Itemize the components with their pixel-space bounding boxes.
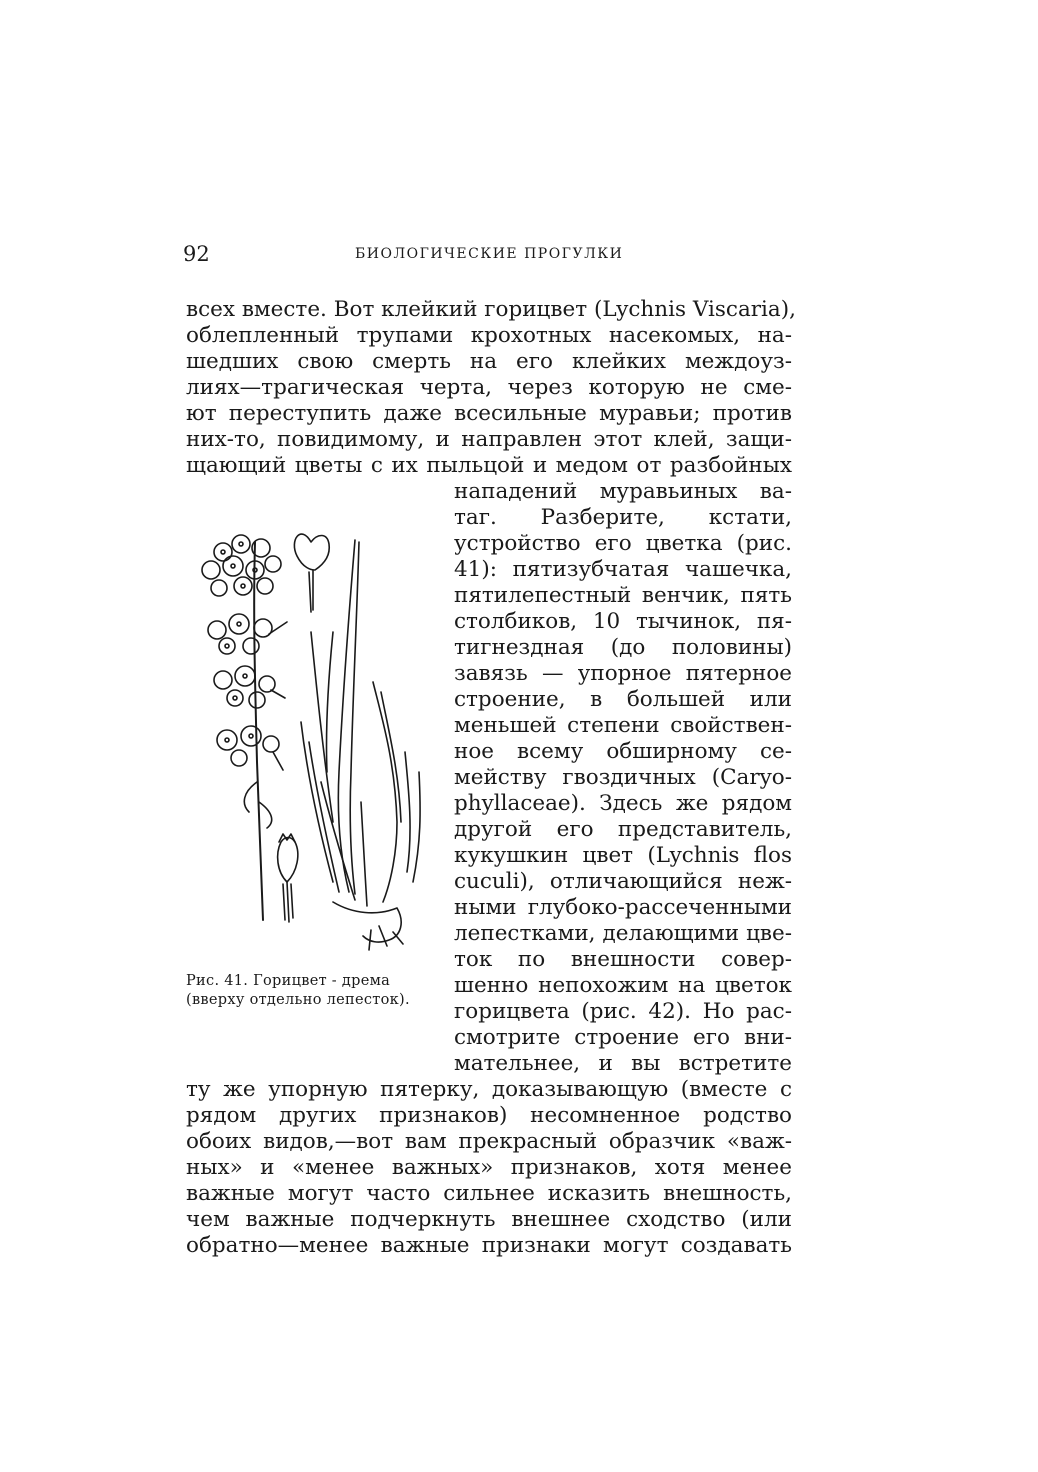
text-line: устройство его цветка (рис. <box>454 531 792 556</box>
figure-caption: Рис. 41. Горицвет - дрема <box>186 973 391 989</box>
text-line: ток по внешности совер- <box>454 947 792 972</box>
text-line: лепестками, делающими цве- <box>454 921 792 946</box>
text-line: мательнее, и вы встретите <box>454 1051 792 1076</box>
text-line: щающий цветы с их пыльцой и медом от разбойных <box>186 453 792 478</box>
text-line: phyllaceae). Здесь же рядом <box>454 791 792 816</box>
text-line: 41): пятизубчатая чашечка, <box>454 557 792 582</box>
text-line: шедших свою смерть на его клейких междоуз- <box>186 349 792 374</box>
text-line: завязь — упорное пятерное <box>454 661 792 686</box>
page-number: 92 <box>183 242 210 266</box>
page-header <box>183 242 793 270</box>
text-line: ту же упорную пятерку, доказывающую (вместе с <box>186 1077 792 1102</box>
text-line: cuculi), отличающийся неж- <box>454 869 792 894</box>
text-line: кукушкин цвет (Lychnis flos <box>454 843 792 868</box>
text-line: смотрите строение его вни- <box>454 1025 792 1050</box>
text-line: таг. Разберите, кстати, <box>454 505 792 530</box>
figure-caption-subtitle: (вверху отдельно лепесток). <box>186 992 410 1008</box>
running-title: БИОЛОГИЧЕСКИЕ ПРОГУЛКИ <box>355 246 624 262</box>
flower-cluster-4 <box>217 726 283 770</box>
text-line: них-то, повидимому, и направлен этот клей, защи- <box>186 427 792 452</box>
text-line: важные могут часто сильнее исказить внешность, <box>186 1181 792 1206</box>
basal-rosette <box>301 682 420 950</box>
text-line: чем важные подчеркнуть внешнее сходство (или <box>186 1207 792 1232</box>
text-line: всех вместе. Вот клейкий горицвет (Lychnis Viscaria), <box>186 297 796 322</box>
text-line: столбиков, 10 тычинок, пя- <box>454 609 792 634</box>
text-line: ных» и «менее важных» признаков, хотя менее <box>186 1155 792 1180</box>
text-line: тигнездная (до половины) <box>454 635 792 660</box>
text-line: шенно непохожим на цветок <box>454 973 792 998</box>
seed-capsule <box>278 834 298 922</box>
petal-detail <box>294 534 329 612</box>
text-line: нападений муравьиных ва- <box>454 479 792 504</box>
flower-cluster-top <box>202 535 281 596</box>
flower-cluster-2 <box>208 614 287 654</box>
flower-cluster-3 <box>214 666 285 708</box>
text-line: обоих видов,—вот вам прекрасный образчик «важ- <box>186 1129 792 1154</box>
text-line: ное всему обширному се- <box>454 739 792 764</box>
text-line: лиях—трагическая черта, через которую не сме- <box>186 375 792 400</box>
text-line: ными глубоко-рассеченными <box>454 895 792 920</box>
text-line: рядом других признаков) несомненное родство <box>186 1103 792 1128</box>
text-line: меньшей степени свойствен- <box>454 713 792 738</box>
text-line: горицвета (рис. 42). Но рас- <box>454 999 792 1024</box>
text-line: ют переступить даже всесильные муравьи; против <box>186 401 792 426</box>
text-line: мейству гвоздичных (Caryo- <box>454 765 792 790</box>
plant-illustration <box>183 522 433 962</box>
text-line: обратно—менее важные признаки могут создавать <box>186 1233 792 1258</box>
text-line: пятилепестный венчик, пять <box>454 583 792 608</box>
text-line: строение, в большей или <box>454 687 792 712</box>
text-line: другой его представитель, <box>454 817 792 842</box>
text-line: облепленный трупами крохотных насекомых, на- <box>186 323 792 348</box>
